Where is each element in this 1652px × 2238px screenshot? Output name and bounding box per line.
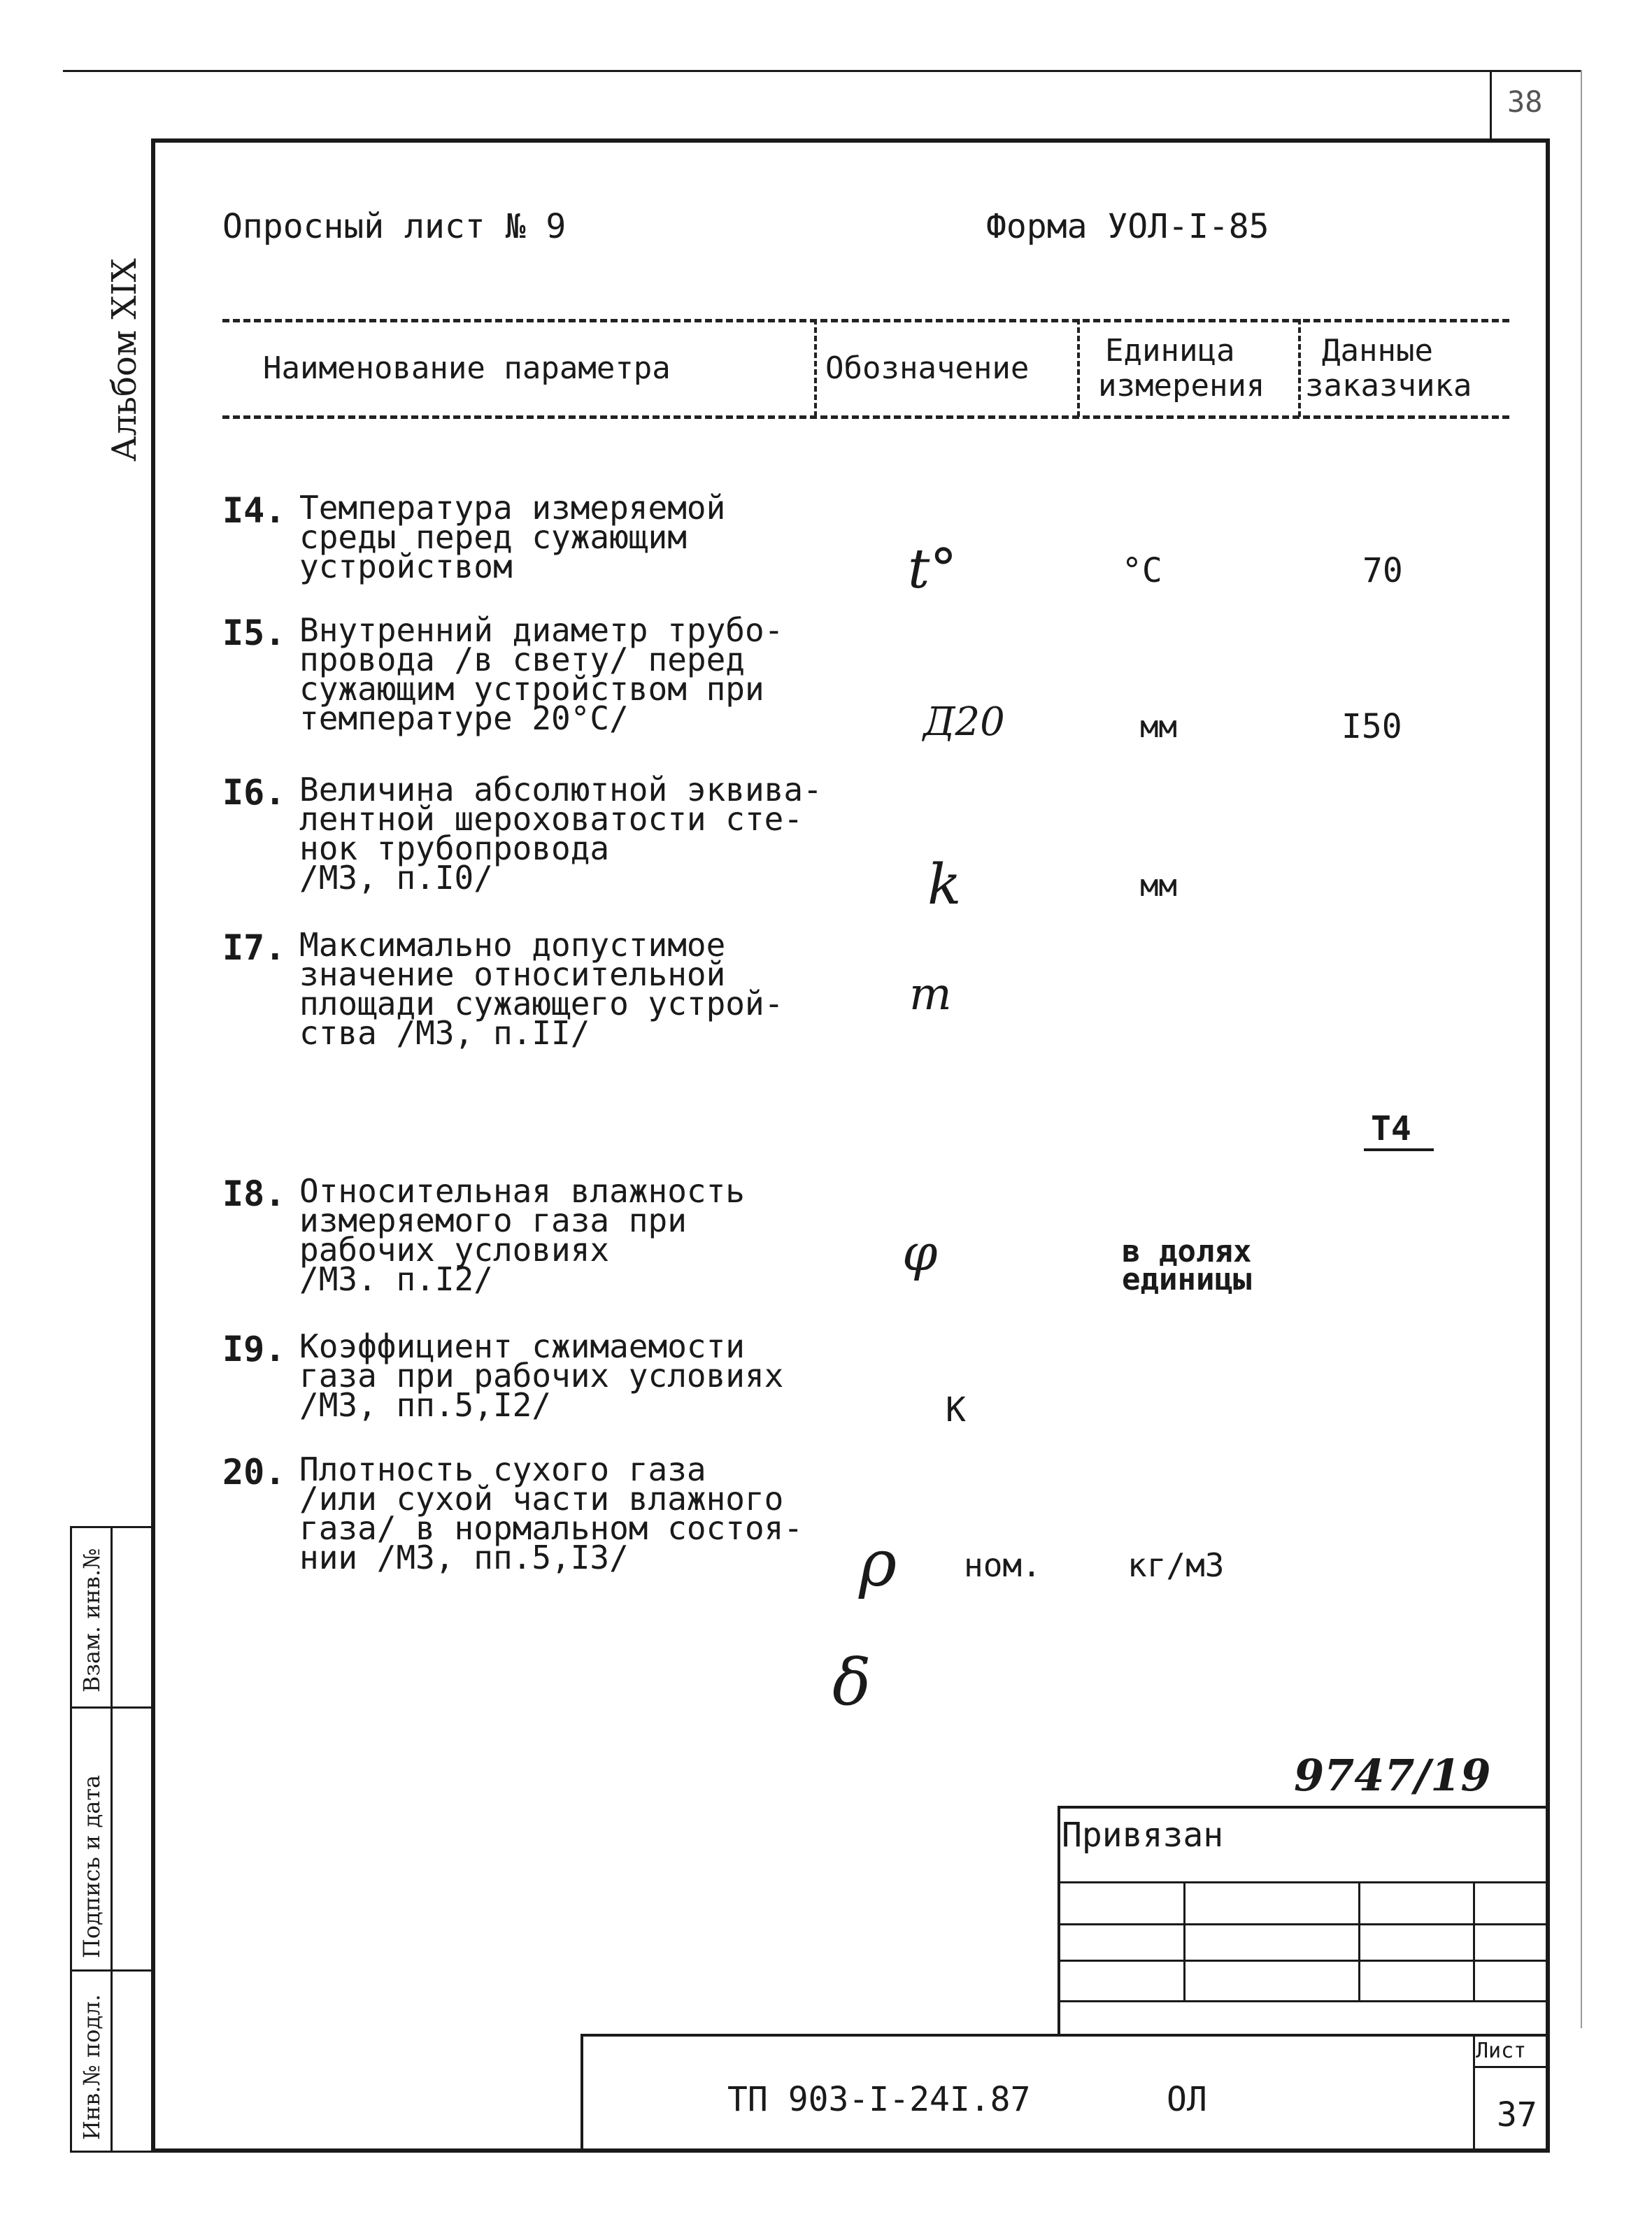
side-stamp-top [70,1526,155,1528]
row-number: I9. [222,1329,286,1369]
col-header-data-1: Данные [1322,333,1433,369]
row-unit: °C [1122,551,1162,590]
frame-right [1546,138,1550,2153]
row-parameter-text: Внутренний диаметр трубо- провода /в свету/ перед сужающим устройством при температуре 20°С/ [299,611,784,737]
row-value: 70 [1362,551,1403,590]
row-number: I4. [222,490,286,531]
row-parameter-text: Температура измеряемой среды перед сужающим устройством [299,489,726,585]
side-stamp-sep-1 [70,1706,155,1709]
header-dash-bottom [222,415,1509,419]
row-number: I8. [222,1174,286,1214]
privyazan-col-line-3 [1473,1881,1475,2002]
title-block-sheet-sep [1473,2034,1475,2151]
row-symbol: φ [902,1223,938,1282]
frame-left [151,138,155,2153]
row-parameter-text: Коэффициент сжимаемости газа при рабочих условиях /МЗ, пп.5,I2/ [299,1327,784,1424]
header-dash-top [222,319,1509,322]
privyazan-col-line-2 [1358,1881,1360,2002]
side-stamp-sep-2 [70,1969,155,1972]
col-header-name: Наименование параметра [263,350,671,386]
col-header-symbol: Обозначение [825,350,1030,386]
row-parameter-text: Плотность сухого газа /или сухой части влажного газа/ в нормальном состоя- нии /МЗ, пп.5,I3/ [299,1451,804,1576]
t4-underline [1364,1148,1434,1151]
right-edge-line [1581,70,1582,2028]
privyazan-col-line-1 [1183,1881,1185,2002]
top-border-line [63,70,1581,72]
row-symbol: t° [908,538,957,601]
side-label-inv-podl: Инв.№ подл. [78,1994,105,2140]
row-unit: кг/м3 [1127,1546,1225,1584]
row-parameter-text: Величина абсолютной эквива- лентной шероховатости сте- нок трубопровода /МЗ, п.I0/ [299,771,823,897]
title-block-sheet-line [1473,2066,1547,2068]
row-unit: в долях единицы [1122,1234,1252,1297]
questionnaire-title: Опросный лист № 9 [222,207,567,246]
row-number: I7. [222,927,286,968]
row-number: 20. [222,1452,286,1492]
col-header-data-2: заказчика [1305,368,1472,404]
side-label-vzam-inv: Взам. инв.№ [78,1548,105,1692]
row-symbol: ρ [859,1526,897,1601]
privyazan-top [1058,1806,1547,1809]
sheet-number: 37 [1497,2095,1537,2134]
row-number: I6. [222,772,286,813]
page-number-box-left [1490,70,1492,140]
page-number-top: 38 [1507,85,1543,119]
side-label-podpis-data: Подпись и дата [78,1774,105,1958]
side-stamp-bottom [70,2151,155,2153]
row-symbol: m [909,969,952,1020]
sheet-label: Лист [1476,2039,1527,2063]
row-number: I5. [222,613,286,653]
album-label: Альбом XIX [105,258,144,462]
row-parameter-text: Относительная влажность измеряемого газа при рабочих условиях /МЗ. п.I2/ [299,1172,745,1298]
col-sep-2 [1077,319,1080,417]
row-symbol: К [946,1390,966,1430]
privyazan-label: Привязан [1062,1816,1224,1855]
form-code: Форма УОЛ-I-85 [986,207,1269,246]
side-stamp-outer [70,1526,72,2153]
frame-bottom [151,2148,1550,2153]
col-sep-3 [1298,319,1301,417]
row-value: I50 [1341,707,1402,746]
col-header-unit-2: измерения [1098,368,1265,404]
col-sep-1 [814,319,817,417]
doc-code: ТП 903-I-24I.87 [727,2080,1031,2119]
frame-top [151,138,1550,143]
row-symbol: k [927,852,962,917]
row-unit: мм [1140,868,1177,904]
sheet-code: ОЛ [1167,2080,1207,2119]
title-block-top [581,2034,1547,2037]
row-symbol: Д20 [923,699,1005,745]
t4-mark: Т4 [1371,1109,1411,1148]
extra-symbol: δ [832,1645,871,1720]
side-stamp-inner [111,1526,113,2153]
row-parameter-text: Максимально допустимое значение относительной площади сужающего устрой- ства /МЗ, п.II/ [299,926,784,1052]
col-header-unit-1: Единица [1105,333,1235,369]
title-block-left [581,2034,583,2151]
row-symbol-suffix: ном. [964,1546,1041,1584]
row-unit: мм [1140,709,1177,745]
handwritten-number: 9747/19 [1294,1750,1491,1801]
